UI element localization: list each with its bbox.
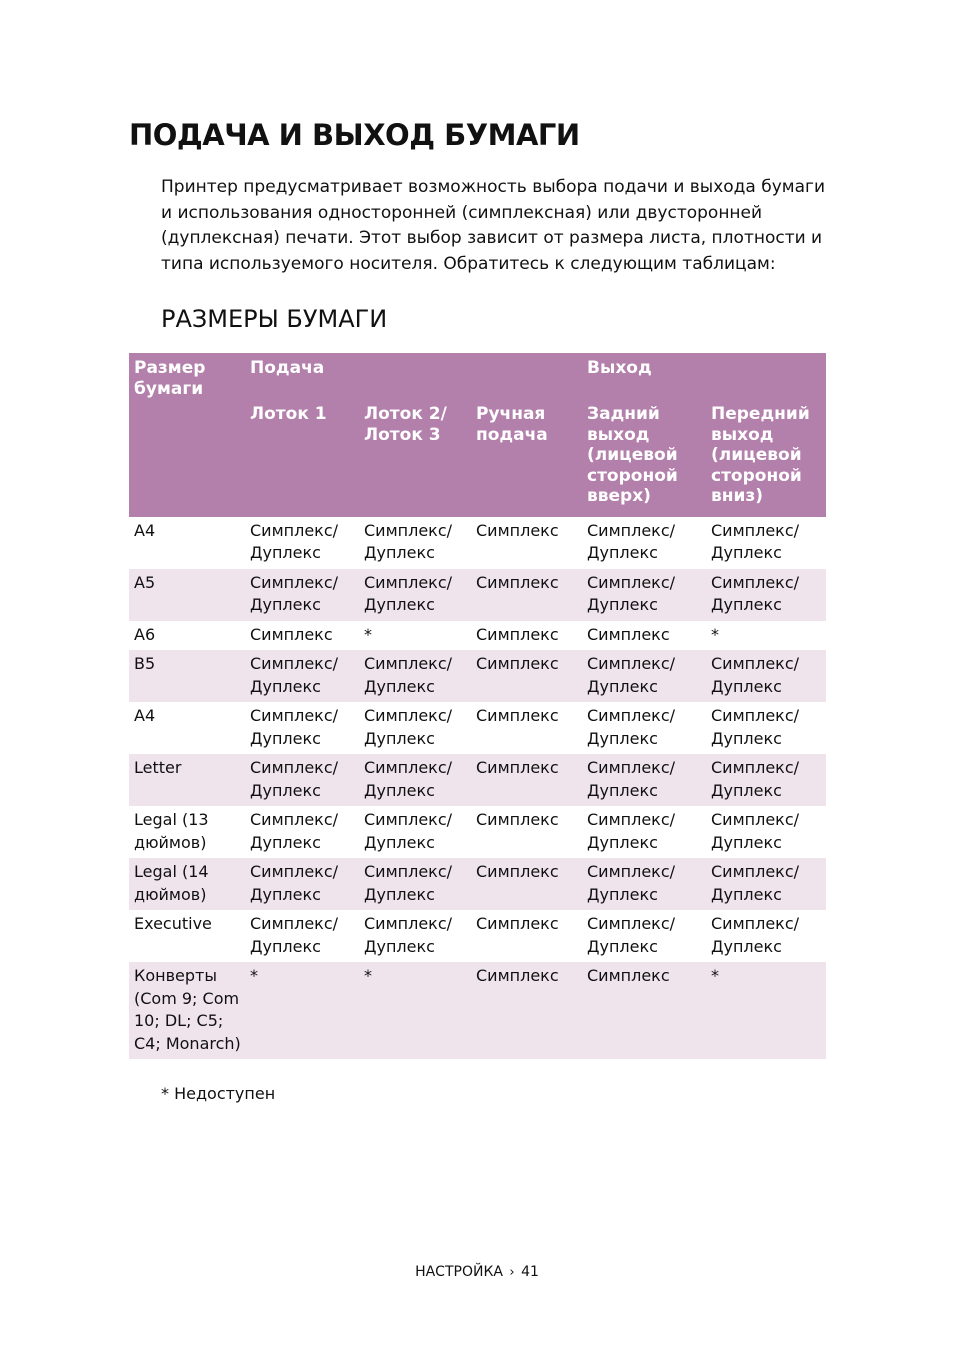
table-cell: A6 [134, 624, 156, 644]
footer-separator: › [509, 1265, 515, 1280]
table-cell: Симплекс/ Дуплекс [587, 862, 676, 904]
table-cell: Симплекс/ Дуплекс [711, 758, 800, 800]
table-cell: Симплекс/ Дуплекс [587, 654, 676, 696]
table-cell: Симплекс/ Дуплекс [587, 572, 676, 614]
table-cell: Симплекс [476, 966, 559, 985]
table-cell: Legal (13 дюймов) [134, 810, 209, 852]
table-cell: Симплекс [476, 810, 559, 829]
table-cell: Симплекс/ Дуплекс [364, 810, 453, 852]
table-cell: Legal (14 дюймов) [134, 862, 209, 904]
table-row [129, 858, 826, 910]
table-subheader-row [129, 404, 826, 517]
table-cell: Executive [134, 914, 212, 933]
table-cell: Симплекс [476, 758, 559, 777]
intro-paragraph [161, 175, 831, 277]
footnote: * Недоступен [161, 1084, 276, 1103]
table-cell: Симплекс [476, 624, 559, 644]
table-cell: Симплекс/ Дуплекс [364, 862, 453, 904]
table-cell: A4 [134, 520, 156, 540]
table-row [129, 806, 826, 858]
table-cell: Симплекс/ Дуплекс [250, 654, 339, 696]
table-cell: Симплекс/ Дуплекс [250, 914, 339, 956]
header-cell [706, 353, 826, 404]
section-title: РАЗМЕРЫ БУМАГИ [161, 305, 388, 333]
table-header-row [129, 353, 826, 404]
table-cell: Симплекс [587, 966, 670, 985]
subheader-cell: Лоток 2/ Лоток 3 [364, 404, 447, 445]
table-cell: Симплекс [476, 706, 559, 725]
table-cell: * [711, 966, 719, 985]
intro-line: типа используемого носителя. Обратитесь к следующим таблицам: [161, 253, 776, 274]
table-cell: Симплекс [587, 624, 670, 644]
subheader-cell: Ручная подача [476, 404, 548, 445]
table-cell: Симплекс/ Дуплекс [711, 706, 800, 748]
table-cell: Симплекс/ Дуплекс [587, 706, 676, 748]
header-cell: Размер бумаги [134, 358, 206, 399]
page-footer [0, 1264, 954, 1280]
table-cell: Симплекс/ Дуплекс [364, 706, 453, 748]
table-cell: Симплекс/ Дуплекс [250, 520, 339, 562]
intro-line: Принтер предусматривает возможность выбора подачи и выхода бумаги [161, 177, 826, 197]
table-cell: Симплекс/ Дуплекс [587, 758, 676, 800]
table-row [129, 702, 826, 754]
table-cell: Симплекс/ Дуплекс [250, 862, 339, 904]
page-title: ПОДАЧА И ВЫХОД БУМАГИ [129, 118, 580, 152]
table-cell: Симплекс [250, 624, 333, 644]
table-cell: Симплекс [476, 572, 559, 592]
table-cell: Симплекс/ Дуплекс [250, 810, 339, 852]
table-cell: Симплекс/ Дуплекс [364, 758, 453, 800]
table-cell: Симплекс [476, 862, 559, 881]
header-cell [471, 353, 582, 404]
header-cell: Выход [587, 358, 652, 378]
subheader-cell [129, 404, 245, 517]
footer-section: НАСТРОЙКА [415, 1264, 503, 1280]
table-row [129, 650, 826, 702]
table-row [129, 910, 826, 962]
subheader-cell: Передний выход (лицевой стороной вниз) [711, 404, 810, 506]
table-cell: Симплекс/ Дуплекс [587, 914, 676, 956]
table-cell: Симплекс/ Дуплекс [250, 572, 339, 614]
table-cell: Симплекс/ Дуплекс [364, 654, 453, 696]
table-cell: Симплекс/ Дуплекс [711, 520, 800, 562]
table-cell: A4 [134, 706, 156, 725]
table-row [129, 754, 826, 806]
table-cell: Симплекс/ Дуплекс [364, 572, 453, 614]
table-cell: Симплекс/ Дуплекс [250, 758, 339, 800]
intro-line: и использования односторонней (симплексная) или двусторонней [161, 202, 763, 223]
table-cell: * [364, 966, 372, 985]
page-number: 41 [521, 1264, 539, 1280]
table-row [129, 517, 826, 569]
intro-line: (дуплексная) печати. Этот выбор зависит от размера листа, плотности и [161, 228, 823, 248]
table-cell: * [711, 624, 719, 644]
table-cell: * [250, 966, 258, 985]
table-cell: Симплекс/ Дуплекс [711, 654, 800, 696]
table-cell: Симплекс/ Дуплекс [711, 572, 800, 614]
table-cell: Конверты (Com 9; Com 10; DL; C5; C4; Monarch) [134, 966, 241, 1053]
table-cell: Симплекс/ Дуплекс [364, 520, 453, 562]
header-cell [359, 353, 471, 404]
table-cell: Симплекс/ Дуплекс [587, 520, 676, 562]
subheader-cell: Задний выход (лицевой стороной вверх) [587, 404, 678, 506]
table-cell: Симплекс [476, 520, 559, 540]
table-cell: Letter [134, 758, 182, 777]
table-cell: Симплекс/ Дуплекс [364, 914, 453, 956]
table-cell: Симплекс [476, 654, 559, 673]
table-row [129, 962, 826, 1059]
table-row [129, 621, 826, 651]
table-cell: Симплекс/ Дуплекс [587, 810, 676, 852]
table-body [129, 517, 826, 1060]
table-cell: B5 [134, 654, 156, 673]
paper-sizes-table [129, 353, 826, 1059]
table-row [129, 569, 826, 621]
subheader-cell: Лоток 1 [250, 404, 327, 424]
table-cell: A5 [134, 572, 156, 592]
table-cell: Симплекс [476, 914, 559, 933]
table-cell: Симплекс/ Дуплекс [711, 914, 800, 956]
table-cell: Симплекс/ Дуплекс [711, 810, 800, 852]
table-cell: Симплекс/ Дуплекс [250, 706, 339, 748]
header-cell: Подача [250, 358, 325, 378]
table-cell: * [364, 624, 372, 644]
table-cell: Симплекс/ Дуплекс [711, 862, 800, 904]
